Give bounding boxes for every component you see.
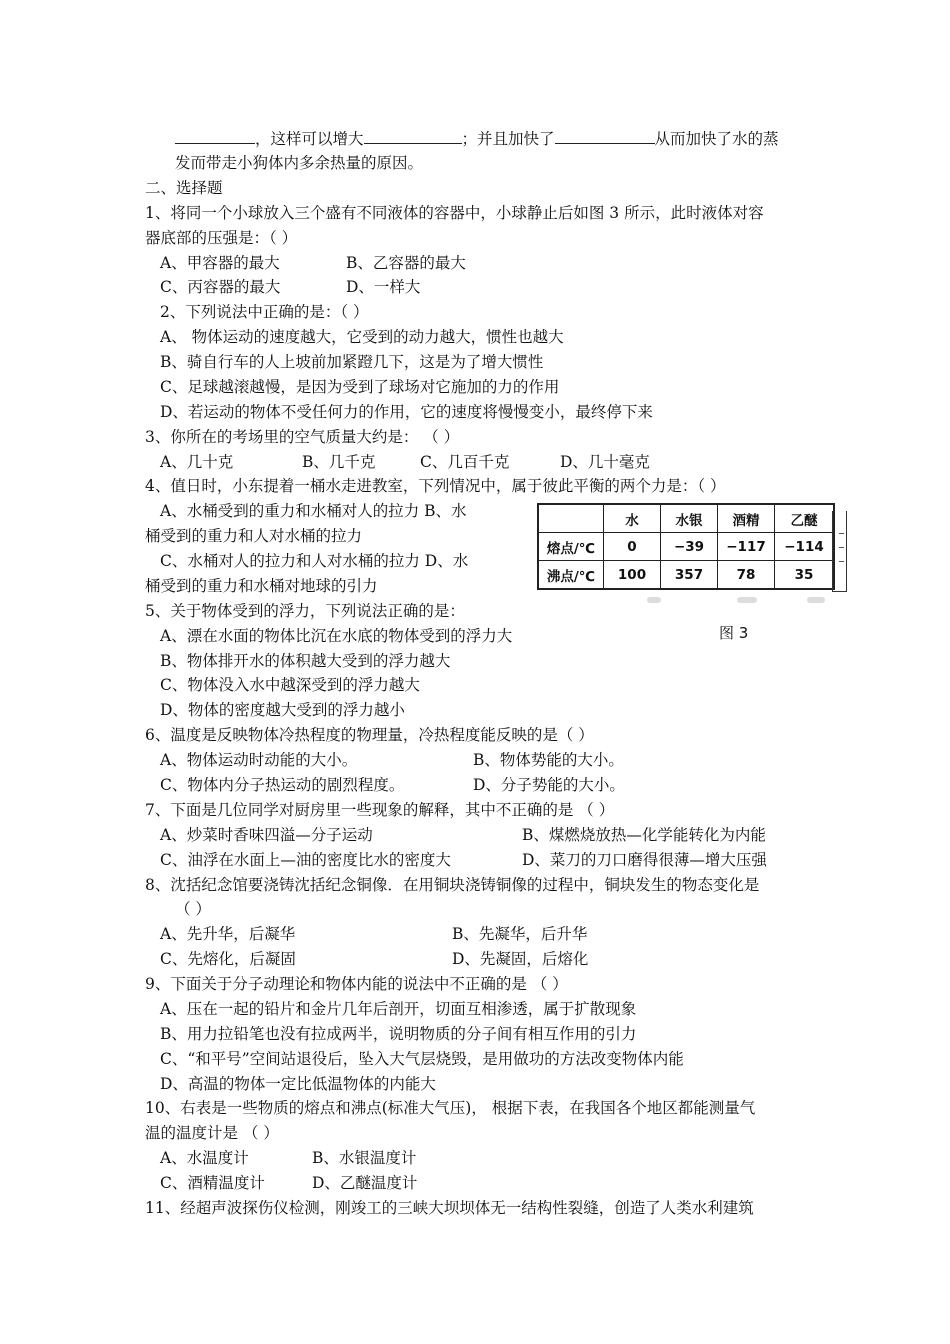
q7-option-c: C、油浮在水面上—油的密度比水的密度大 (160, 851, 451, 869)
table-cell: −114 (775, 533, 835, 561)
q6-option-d: D、分子势能的大小。 (473, 776, 625, 794)
melting-boiling-table (537, 503, 835, 590)
table-cell: −39 (661, 533, 718, 561)
q4-line-2: 桶受到的重力和人对水桶的拉力 (145, 527, 363, 545)
q9-stem: 9、下面关于分子动理论和物体内能的说法中不正确的是 （ ） (145, 975, 568, 993)
q6-option-a: A、物体运动时动能的大小。 (160, 751, 358, 769)
q10-stem-2: 温的温度计是 （ ） (145, 1124, 279, 1142)
q9-option-d: D、高温的物体一定比低温物体的内能大 (160, 1075, 436, 1093)
q8-option-b: B、先凝华，后升华 (452, 925, 588, 943)
table-row (538, 561, 834, 590)
q3-option-a: A、几十克 (160, 453, 234, 471)
q6-option-c: C、物体内分子热运动的剧烈程度。 (160, 776, 405, 794)
container-outline (832, 511, 847, 592)
figure-3 (537, 503, 849, 642)
q10-option-a: A、水温度计 (160, 1149, 249, 1167)
table-header-cell: 水银 (661, 504, 718, 533)
q10-option-d: D、乙醚温度计 (312, 1174, 418, 1192)
q5-option-b: B、物体排开水的体积越大受到的浮力越大 (160, 652, 451, 670)
q8-option-a: A、先升华，后凝华 (160, 925, 296, 943)
q3-option-c: C、几百千克 (420, 453, 510, 471)
answer-blank (175, 128, 255, 144)
answer-blank (555, 128, 655, 144)
q1-stem-2: 器底部的压强是：（ ） (145, 229, 298, 247)
q10-stem-1: 10、右表是一些物质的熔点和沸点(标准大气压)， 根据下表，在我国各个地区都能测量气 (145, 1099, 756, 1117)
q4-stem: 4、值日时，小东提着一桶水走进教室，下列情况中，属于彼此平衡的两个力是：（ ） (145, 477, 726, 495)
q10-option-b: B、水银温度计 (312, 1149, 417, 1167)
q1-stem-1: 1、将同一个小球放入三个盛有不同液体的容器中，小球静止后如图 3 所示，此时液体对容 (145, 204, 764, 222)
table-header-cell (538, 504, 604, 533)
table-header-cell: 水 (604, 504, 661, 533)
q1-option-d: D、一样大 (346, 278, 421, 296)
q1-option-c: C、丙容器的最大 (160, 278, 281, 296)
q5-option-d: D、物体的密度越大受到的浮力越小 (160, 701, 405, 719)
q6-option-b: B、物体势能的大小。 (473, 751, 624, 769)
q10-option-c: C、酒精温度计 (160, 1174, 265, 1192)
table-cell: 100 (604, 561, 661, 590)
q7-stem: 7、下面是几位同学对厨房里一些现象的解释，其中不正确的是 （ ） (145, 801, 615, 819)
q9-option-c: C、“和平号”空间站退役后，坠入大气层烧毁，是用做功的方法改变物体内能 (160, 1050, 684, 1068)
table-cell: 78 (718, 561, 775, 590)
q8-stem-1: 8、沈括纪念馆要浇铸沈括纪念铜像．在用铜块浇铸铜像的过程中，铜块发生的物态变化是 (145, 876, 760, 894)
table-cell: 357 (661, 561, 718, 590)
scale-tick (839, 533, 844, 534)
q2-option-b: B、骑自行车的人上坡前加紧蹬几下，这是为了增大惯性 (160, 353, 544, 371)
top-line-2: 发而带走小狗体内多余热量的原因。 (175, 154, 424, 172)
table-row (538, 533, 834, 561)
answer-blank (364, 128, 462, 144)
q7-option-a: A、炒菜时香味四溢—分子运动 (160, 826, 373, 844)
print-smudge (647, 597, 661, 603)
row-label: 沸点/℃ (538, 561, 604, 590)
table-cell: −117 (718, 533, 775, 561)
q11-stem: 11、经超声波探伤仪检测，刚竣工的三峡大坝坝体无一结构性裂缝，创造了人类水利建筑 (145, 1199, 754, 1217)
q6-stem: 6、温度是反映物体冷热程度的物理量，冷热程度能反映的是（ ） (145, 726, 594, 744)
q8-option-c: C、先熔化，后凝固 (160, 950, 296, 968)
q4-line-3: C、水桶对人的拉力和人对水桶的拉力 D、水 (160, 552, 469, 570)
q4-line-4: 桶受到的重力和水桶对地球的引力 (145, 577, 378, 595)
q7-option-b: B、煤燃烧放热—化学能转化为内能 (522, 826, 766, 844)
q1-option-b: B、乙容器的最大 (346, 254, 466, 272)
table-header-cell: 乙醚 (775, 504, 835, 533)
scale-tick (839, 561, 844, 562)
q9-option-b: B、用力拉铅笔也没有拉成两半，说明物质的分子间有相互作用的引力 (160, 1025, 637, 1043)
q2-option-a: A、 物体运动的速度越大，它受到的动力越大，惯性也越大 (160, 328, 564, 346)
q4-line-1: A、水桶受到的重力和水桶对人的拉力 B、水 (160, 502, 467, 520)
q3-stem: 3、你所在的考场里的空气质量大约是： （ ） (145, 428, 460, 446)
print-smudge (737, 597, 757, 603)
q3-option-d: D、几十毫克 (560, 453, 650, 471)
q7-option-d: D、菜刀的刀口磨得很薄—增大压强 (522, 851, 767, 869)
row-label: 熔点/℃ (538, 533, 604, 561)
top-line-1: ，这样可以增大 ；并且加快了 从而加快了水的蒸 (175, 128, 779, 149)
scale-tick (839, 547, 844, 548)
q9-option-a: A、压在一起的铅片和金片几年后剖开，切面互相渗透，属于扩散现象 (160, 1000, 637, 1018)
q8-stem-2: （ ） (175, 900, 211, 918)
q1-option-a: A、甲容器的最大 (160, 254, 280, 272)
q2-option-d: D、若运动的物体不受任何力的作用，它的速度将慢慢变小，最终停下来 (160, 403, 653, 421)
figure-caption: 图 3 (719, 624, 749, 642)
q5-option-a: A、漂在水面的物体比沉在水底的物体受到的浮力大 (160, 627, 513, 645)
print-smudge (807, 597, 825, 603)
q2-stem: 2、下列说法中正确的是：（ ） (160, 303, 369, 321)
q8-option-d: D、先凝固，后熔化 (452, 950, 589, 968)
table-header-cell: 酒精 (718, 504, 775, 533)
q5-option-c: C、物体没入水中越深受到的浮力越大 (160, 676, 420, 694)
q3-option-b: B、几千克 (302, 453, 376, 471)
table-header-row (538, 504, 834, 533)
table-cell: 0 (604, 533, 661, 561)
section-title: 二、选择题 (145, 179, 223, 197)
q2-option-c: C、足球越滚越慢，是因为受到了球场对它施加的力的作用 (160, 378, 560, 396)
q5-stem: 5、关于物体受到的浮力，下列说法正确的是： (145, 602, 465, 620)
table-cell: 35 (775, 561, 835, 590)
